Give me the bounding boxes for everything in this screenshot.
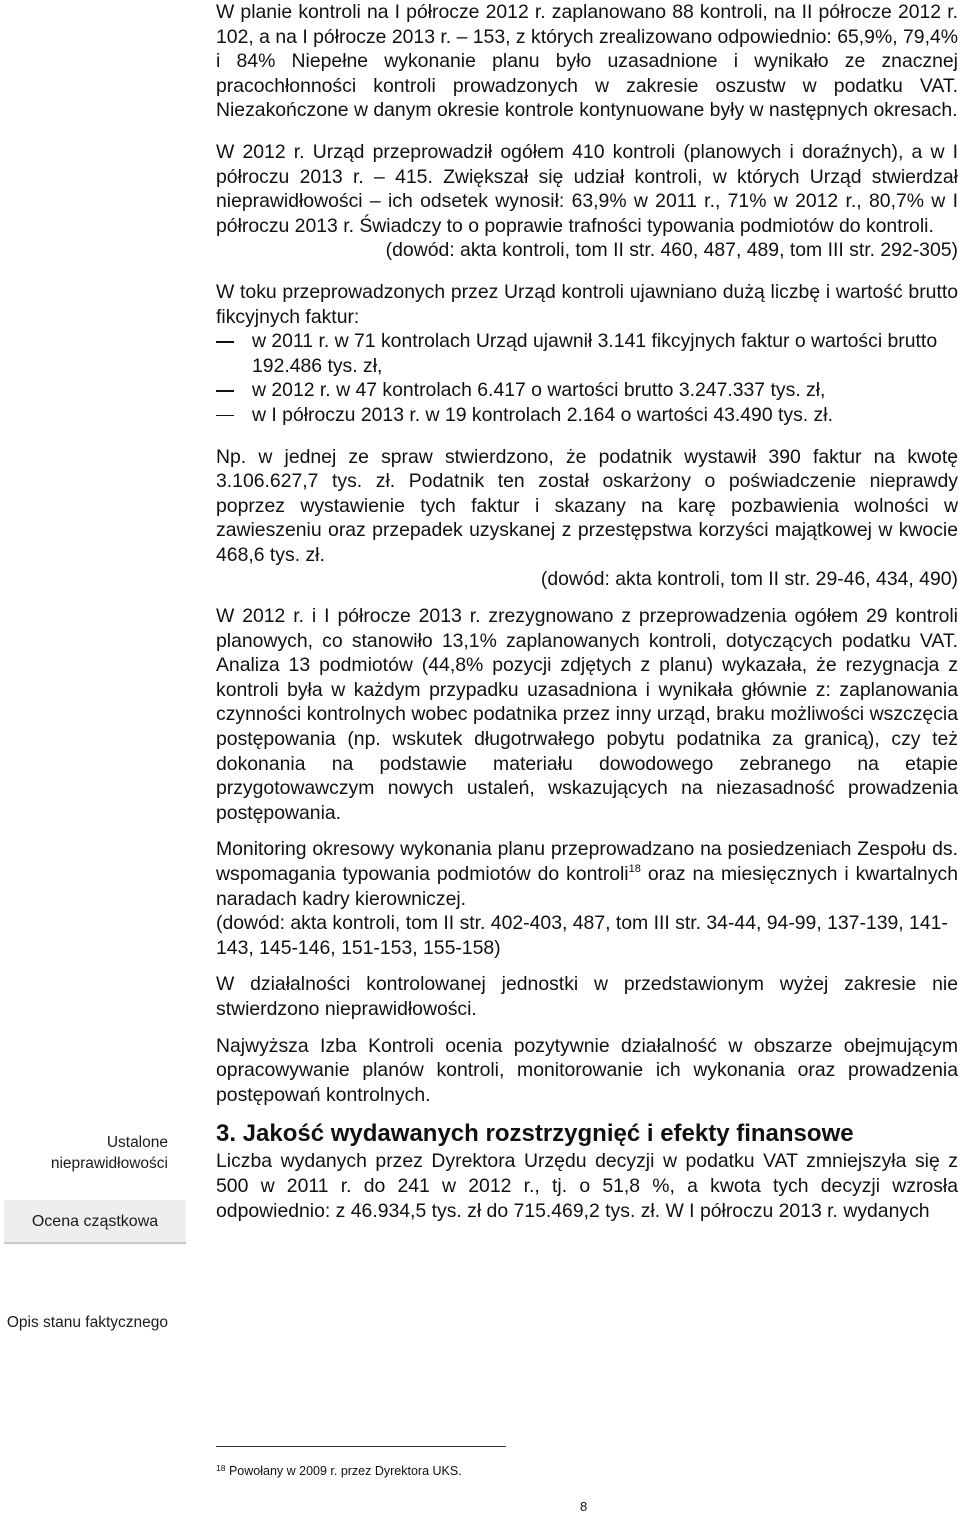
paragraph-controls-2012: W 2012 r. Urząd przeprowadził ogółem 410 kontroli (planowych i doraźnych), a w I półroczu 2013 r. – 415. Zwiększał się udział kontroli, w których Urząd stwierdzał nieprawidłowości – ich odsetek wynosił: 63,9% w 2011 r., 71% w 2012 r., 80,7% w I półroczu 2013 r. Świadczy to o poprawie trafności typowania podmiotów do kontroli. [216,140,958,237]
main-text-column [216,0,958,1223]
paragraph-control-plan: W planie kontroli na I półrocze 2012 r. zaplanowano 88 kontroli, na II półrocze 2012 r. 102, a na I półrocze 2013 r. – 153, z których zrealizowano odpowiednio: 65,9%, 79,4% i 84% Niepełne wykonanie planu było uzasadnione i wynikało ze znacznej pracochłonności kontroli prowadzonych w zakresie oszustw w podatku VAT. Niezakończone w danym okresie kontrole kontynuowane były w następnych okresach. [216,1,958,122]
list-item: w 2012 r. w 47 kontrolach 6.417 o wartości brutto 3.247.337 tys. zł, [216,378,958,403]
side-label-irregularities: Ustalone nieprawidłowości [50,1134,168,1172]
list-item: w I półroczu 2013 r. w 19 kontrolach 2.164 o wartości 43.490 tys. zł. [216,403,958,428]
list-item: w 2011 r. w 71 kontrolach Urząd ujawnił 3.141 fikcyjnych faktur o wartości brutto 192.486 tys. zł, [216,329,958,378]
invoice-list [216,329,958,427]
paragraph-fictitious-invoices: W toku przeprowadzonych przez Urząd kontroli ujawniano dużą liczbę i wartość brutto fikcyjnych faktur: [216,280,958,328]
paragraph-no-irregularities: W działalności kontrolowanej jednostki w przedstawionym wyżej zakresie nie stwierdzono nieprawidłowości. [216,973,958,1020]
paragraph-example-case: Np. w jednej ze spraw stwierdzono, że podatnik wystawił 390 faktur na kwotę 3.106.627,7 tys. zł. Podatnik ten został oskarżony o poświadczenie nieprawdy poprzez wystawienie tych faktur i skazany na karę pozbawienia wolności w zawieszeniu oraz przepadek uzyskanej z przestępstwa korzyści majątkowej w kwocie 468,6 tys. zł. [216,445,958,566]
footnote-text: Powołany w 2009 r. przez Dyrektora UKS. [225,1464,462,1478]
side-label-partial-assessment: Ocena cząstkowa [4,1200,186,1244]
paragraph-monitoring [216,837,958,911]
paragraph-resignation: W 2012 r. i I półrocze 2013 r. zrezygnowano z przeprowadzenia ogółem 29 kontroli planowych, co stanowiło 13,1% zaplanowanych kontroli, dotyczących podatku VAT. Analiza 13 podmiotów (44,8% pozycji zdjętych z planu) wykazała, że rezygnacja z kontroli była w każdym przypadku uzasadniona i wynikała głównie z: zaplanowania czynności kontrolnych wobec podatnika przez inny urząd, braku możliwości wszczęcia postępowania (np. wskutek długotrwałego pobytu podatnika za granicą), czy też dokonania na podstawie materiału dowodowego zebranego na etapie przygotowawczym nowych ustaleń, wskazujących na niezasadność prowadzenia postępowania. [216,605,958,824]
evidence-note-1: (dowód: akta kontroli, tom II str. 460, 487, 489, tom III str. 292-305) [385,239,958,262]
footnote-number: 18 [216,1463,226,1473]
monitoring-text: Monitoring okresowy wykonania planu przeprowadzano na posiedzeniach Zespołu ds. wspomagania typowania podmiotów do kontroli [216,838,958,885]
footnote [216,1463,462,1479]
monitoring-text-cont: oraz na miesięcznych i kwartalnych naradach kadry kierowniczej. [216,863,958,910]
evidence-note-3: (dowód: akta kontroli, tom II str. 402-403, 487, tom III str. 34-44, 94-99, 137-139, 141-143, 145-146, 151-153, 155-158) [216,912,948,959]
footnote-separator [216,1446,506,1447]
page-number: 8 [580,1499,588,1514]
evidence-note-2: (dowód: akta kontroli, tom II str. 29-46, 434, 490) [540,568,958,591]
paragraph-decisions: Liczba wydanych przez Dyrektora Urzędu decyzji w podatku VAT zmniejszyła się z 500 w 2011 r. do 241 w 2012 r., tj. o 51,8 %, a kwota tych decyzji wzrosła odpowiednio: z 46.934,5 tys. zł do 715.469,2 tys. zł. W I półroczu 2013 r. wydanych [216,1150,958,1222]
side-label-actual-state: Opis stanu faktycznego [6,1314,168,1331]
paragraph-assessment: Najwyższa Izba Kontroli ocenia pozytywnie działalność w obszarze obejmującym opracowywanie planów kontroli, monitorowanie ich wykonania oraz prowadzenia postępowań kontrolnych. [216,1034,958,1106]
section-heading: 3. Jakość wydawanych rozstrzygnięć i efekty finansowe [216,1120,854,1148]
footnote-ref: 18 [628,863,641,875]
